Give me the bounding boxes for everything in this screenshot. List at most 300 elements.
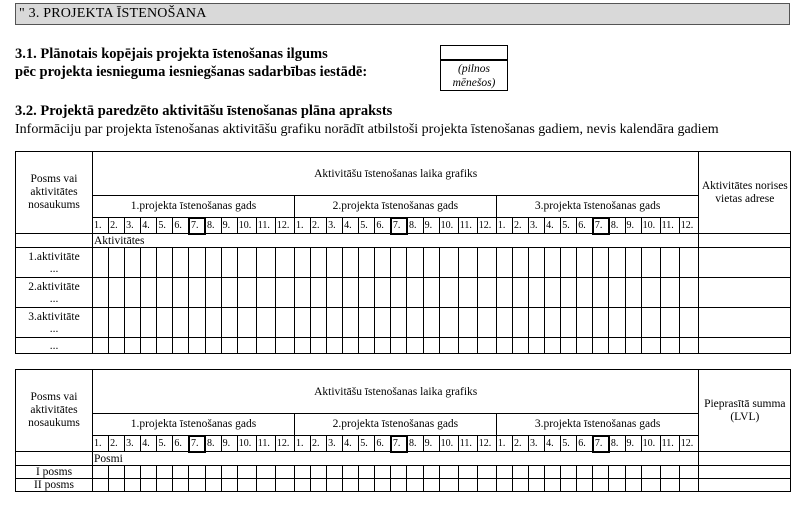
schedule-cell[interactable]	[256, 338, 275, 354]
month-header: 6.	[375, 436, 391, 452]
schedule-cell[interactable]	[359, 248, 375, 278]
schedule-cell[interactable]	[275, 466, 294, 479]
row-label-sub: ...	[49, 262, 59, 275]
month-header: 6.	[173, 218, 189, 234]
month-header: 12.	[275, 436, 294, 452]
schedule-cell[interactable]	[477, 338, 496, 354]
col-header-name: Posms vai aktivitātes nosaukums	[16, 370, 93, 452]
schedule-cell[interactable]	[359, 308, 375, 338]
schedule-cell[interactable]	[593, 278, 609, 308]
schedule-cell[interactable]	[496, 248, 512, 278]
duration-input[interactable]	[440, 45, 508, 60]
schedule-cell[interactable]	[294, 308, 310, 338]
year-header: 3.projekta īstenošanas gads	[496, 196, 698, 218]
row-label	[16, 248, 93, 278]
schedule-cell[interactable]	[256, 248, 275, 278]
schedule-cell[interactable]	[609, 466, 625, 479]
schedule-cell[interactable]	[496, 466, 512, 479]
month-header: 12.	[275, 218, 294, 234]
month-header: 1.	[496, 436, 512, 452]
schedule-cell[interactable]	[577, 479, 593, 492]
schedule-cell[interactable]	[529, 466, 545, 479]
schedule-cell[interactable]	[577, 248, 593, 278]
row-label	[16, 479, 93, 492]
schedule-cell[interactable]	[311, 466, 327, 479]
schedule-cell[interactable]	[311, 338, 327, 354]
schedule-cell[interactable]	[660, 248, 679, 278]
row-label	[16, 338, 93, 354]
schedule-cell[interactable]	[593, 338, 609, 354]
schedule-cell[interactable]	[311, 308, 327, 338]
row-label-sub: ...	[49, 292, 59, 305]
schedule-cell[interactable]	[561, 308, 577, 338]
schedule-cell[interactable]	[205, 466, 221, 479]
schedule-cell[interactable]	[157, 308, 173, 338]
schedule-cell[interactable]	[327, 278, 343, 308]
row-last-cell[interactable]	[699, 278, 791, 308]
month-header: 9.	[221, 218, 237, 234]
schedule-cell[interactable]	[641, 338, 660, 354]
row-label	[16, 466, 93, 479]
schedule-cell[interactable]	[458, 338, 477, 354]
schedule-cell[interactable]	[125, 338, 141, 354]
month-header: 5.	[157, 436, 173, 452]
schedule-cell[interactable]	[391, 479, 407, 492]
schedule-cell[interactable]	[609, 308, 625, 338]
schedule-cell[interactable]	[439, 278, 458, 308]
schedule-cell[interactable]	[609, 248, 625, 278]
schedule-cell[interactable]	[496, 308, 512, 338]
schedule-cell[interactable]	[423, 479, 439, 492]
schedule-cell[interactable]	[173, 278, 189, 308]
schedule-cell[interactable]	[375, 248, 391, 278]
schedule-cell[interactable]	[311, 278, 327, 308]
schedule-cell[interactable]	[275, 338, 294, 354]
schedule-cell[interactable]	[256, 466, 275, 479]
month-header: 9.	[423, 218, 439, 234]
schedule-cell[interactable]	[109, 338, 125, 354]
schedule-cell[interactable]	[577, 466, 593, 479]
schedule-cell[interactable]	[593, 248, 609, 278]
schedule-cell[interactable]	[173, 479, 189, 492]
schedule-cell[interactable]	[327, 466, 343, 479]
schedule-cell[interactable]	[189, 278, 205, 308]
month-header: 3.	[125, 218, 141, 234]
schedule-cell[interactable]	[407, 479, 423, 492]
schedule-cell[interactable]	[173, 466, 189, 479]
schedule-cell[interactable]	[496, 278, 512, 308]
schedule-cell[interactable]	[609, 338, 625, 354]
schedule-cell[interactable]	[545, 479, 561, 492]
month-header: 8.	[407, 218, 423, 234]
schedule-cell[interactable]	[545, 278, 561, 308]
schedule-cell[interactable]	[375, 308, 391, 338]
month-header: 9.	[221, 436, 237, 452]
schedule-cell[interactable]	[477, 248, 496, 278]
schedule-cell[interactable]	[529, 479, 545, 492]
schedule-cell[interactable]	[679, 479, 699, 492]
table-row	[16, 308, 791, 338]
schedule-cell[interactable]	[125, 308, 141, 338]
schedule-cell[interactable]	[439, 466, 458, 479]
month-header: 2.	[512, 218, 528, 234]
schedule-cell[interactable]	[93, 338, 109, 354]
schedule-cell[interactable]	[93, 278, 109, 308]
schedule-cell[interactable]	[561, 338, 577, 354]
row-label-text: I posms	[35, 466, 73, 478]
month-header: 8.	[407, 436, 423, 452]
schedule-cell[interactable]	[237, 466, 256, 479]
month-header: 1.	[294, 436, 310, 452]
duration-unit-line1: (pilnos	[458, 63, 490, 75]
schedule-cell[interactable]	[561, 278, 577, 308]
row-label-text: II posms	[34, 479, 74, 491]
schedule-cell[interactable]	[237, 278, 256, 308]
schedule-cell[interactable]	[189, 338, 205, 354]
schedule-cell[interactable]	[679, 308, 699, 338]
month-header: 2.	[109, 218, 125, 234]
schedule-cell[interactable]	[375, 479, 391, 492]
schedule-cell[interactable]	[275, 278, 294, 308]
schedule-cell[interactable]	[407, 466, 423, 479]
schedule-cell[interactable]	[294, 278, 310, 308]
schedule-cell[interactable]	[275, 479, 294, 492]
schedule-cell[interactable]	[237, 248, 256, 278]
month-header: 10.	[237, 218, 256, 234]
schedule-cell[interactable]	[375, 466, 391, 479]
month-header: 3.	[529, 436, 545, 452]
schedule-cell[interactable]	[439, 248, 458, 278]
col-header-name: Posms vai aktivitātes nosaukums	[16, 152, 93, 234]
schedule-cell[interactable]	[93, 248, 109, 278]
schedule-cell[interactable]	[275, 248, 294, 278]
schedule-cell[interactable]	[660, 278, 679, 308]
month-header: 4.	[545, 436, 561, 452]
schedule-cell[interactable]	[157, 278, 173, 308]
row-last-cell[interactable]	[699, 338, 791, 354]
schedule-cell[interactable]	[593, 466, 609, 479]
schedule-cell[interactable]	[109, 308, 125, 338]
month-header: 11.	[458, 218, 477, 234]
schedule-cell[interactable]	[93, 308, 109, 338]
schedule-cell[interactable]	[125, 278, 141, 308]
schedule-cell[interactable]	[407, 338, 423, 354]
schedule-cell[interactable]	[561, 466, 577, 479]
schedule-cell[interactable]	[256, 278, 275, 308]
schedule-cell[interactable]	[641, 278, 660, 308]
schedule-cell[interactable]	[141, 278, 157, 308]
schedule-cell[interactable]	[660, 338, 679, 354]
schedule-cell[interactable]	[375, 338, 391, 354]
schedule-cell[interactable]	[593, 479, 609, 492]
schedule-cell[interactable]	[609, 479, 625, 492]
schedule-cell[interactable]	[141, 466, 157, 479]
month-header: 5.	[359, 218, 375, 234]
schedule-cell[interactable]	[423, 278, 439, 308]
schedule-cell[interactable]	[423, 338, 439, 354]
schedule-cell[interactable]	[109, 466, 125, 479]
schedule-header: Aktivitāšu īstenošanas laika grafiks	[93, 370, 699, 414]
schedule-cell[interactable]	[545, 466, 561, 479]
schedule-cell[interactable]	[173, 248, 189, 278]
schedule-cell[interactable]	[221, 308, 237, 338]
schedule-cell[interactable]	[294, 479, 310, 492]
row-last-cell[interactable]	[699, 466, 791, 479]
schedule-cell[interactable]	[327, 479, 343, 492]
month-header: 7.	[189, 436, 205, 452]
section-label: Aktivitātes	[93, 234, 699, 248]
schedule-cell[interactable]	[407, 278, 423, 308]
schedule-cell[interactable]	[256, 308, 275, 338]
section-label-last	[699, 452, 791, 466]
schedule-cell[interactable]	[641, 479, 660, 492]
schedule-cell[interactable]	[294, 248, 310, 278]
schedule-cell[interactable]	[311, 479, 327, 492]
schedule-cell[interactable]	[173, 308, 189, 338]
schedule-cell[interactable]	[625, 308, 641, 338]
schedule-cell[interactable]	[237, 308, 256, 338]
year-header: 1.projekta īstenošanas gads	[93, 196, 295, 218]
schedule-cell[interactable]	[439, 479, 458, 492]
schedule-cell[interactable]	[477, 278, 496, 308]
schedule-cell[interactable]	[237, 479, 256, 492]
schedule-cell[interactable]	[679, 466, 699, 479]
month-header: 2.	[311, 218, 327, 234]
schedule-cell[interactable]	[458, 479, 477, 492]
year-header: 1.projekta īstenošanas gads	[93, 414, 295, 436]
schedule-cell[interactable]	[545, 338, 561, 354]
schedule-cell[interactable]	[439, 338, 458, 354]
schedule-cell[interactable]	[109, 278, 125, 308]
row-last-cell[interactable]	[699, 308, 791, 338]
schedule-cell[interactable]	[157, 466, 173, 479]
schedule-cell[interactable]	[157, 248, 173, 278]
schedule-cell[interactable]	[109, 479, 125, 492]
schedule-cell[interactable]	[125, 479, 141, 492]
schedule-cell[interactable]	[625, 248, 641, 278]
month-header: 10.	[439, 218, 458, 234]
schedule-cell[interactable]	[343, 479, 359, 492]
schedule-cell[interactable]	[157, 479, 173, 492]
schedule-cell[interactable]	[109, 248, 125, 278]
schedule-cell[interactable]	[423, 248, 439, 278]
schedule-cell[interactable]	[660, 466, 679, 479]
schedule-cell[interactable]	[423, 308, 439, 338]
month-header: 9.	[423, 436, 439, 452]
schedule-cell[interactable]	[512, 479, 528, 492]
row-label	[16, 278, 93, 308]
schedule-cell[interactable]	[512, 248, 528, 278]
duration-unit-line2: mēnešos)	[452, 77, 496, 89]
schedule-cell[interactable]	[205, 479, 221, 492]
schedule-cell[interactable]	[512, 466, 528, 479]
schedule-cell[interactable]	[407, 248, 423, 278]
schedule-cell[interactable]	[391, 338, 407, 354]
month-header: 7.	[593, 436, 609, 452]
schedule-cell[interactable]	[205, 338, 221, 354]
schedule-cell[interactable]	[311, 248, 327, 278]
month-header: 9.	[625, 218, 641, 234]
section-label-spacer	[16, 234, 93, 248]
duration-unit-box	[440, 60, 508, 91]
month-header: 1.	[496, 218, 512, 234]
schedule-cell[interactable]	[256, 479, 275, 492]
schedule-cell[interactable]	[359, 466, 375, 479]
schedule-cell[interactable]	[423, 466, 439, 479]
schedule-cell[interactable]	[141, 248, 157, 278]
schedule-cell[interactable]	[593, 308, 609, 338]
table-row	[16, 479, 791, 492]
schedule-cell[interactable]	[359, 338, 375, 354]
schedule-cell[interactable]	[477, 479, 496, 492]
schedule-cell[interactable]	[679, 338, 699, 354]
schedule-cell[interactable]	[641, 248, 660, 278]
schedule-cell[interactable]	[609, 278, 625, 308]
plan-section-description: Informāciju par projekta īstenošanas aktivitāšu grafiku norādīt atbilstoši projekta īstenošanas gadiem, nevis kalendāra gadiem	[15, 122, 719, 137]
month-header: 1.	[93, 218, 109, 234]
month-header: 7.	[391, 436, 407, 452]
schedule-cell[interactable]	[343, 278, 359, 308]
schedule-cell[interactable]	[529, 308, 545, 338]
schedule-cell[interactable]	[205, 308, 221, 338]
schedule-cell[interactable]	[529, 278, 545, 308]
schedule-cell[interactable]	[391, 308, 407, 338]
schedule-cell[interactable]	[189, 479, 205, 492]
month-header: 8.	[609, 436, 625, 452]
year-header: 2.projekta īstenošanas gads	[294, 414, 496, 436]
month-header: 8.	[205, 218, 221, 234]
schedule-cell[interactable]	[221, 466, 237, 479]
schedule-cell[interactable]	[561, 479, 577, 492]
schedule-cell[interactable]	[189, 248, 205, 278]
schedule-cell[interactable]	[577, 308, 593, 338]
schedule-cell[interactable]	[275, 308, 294, 338]
schedule-cell[interactable]	[173, 338, 189, 354]
schedule-cell[interactable]	[391, 248, 407, 278]
schedule-cell[interactable]	[512, 308, 528, 338]
schedule-cell[interactable]	[458, 466, 477, 479]
schedule-cell[interactable]	[458, 278, 477, 308]
month-header: 10.	[439, 436, 458, 452]
month-header: 11.	[660, 218, 679, 234]
schedule-cell[interactable]	[205, 278, 221, 308]
schedule-cell[interactable]	[327, 308, 343, 338]
year-header: 3.projekta īstenošanas gads	[496, 414, 698, 436]
schedule-cell[interactable]	[343, 466, 359, 479]
schedule-cell[interactable]	[529, 248, 545, 278]
schedule-cell[interactable]	[327, 248, 343, 278]
schedule-cell[interactable]	[660, 479, 679, 492]
schedule-cell[interactable]	[577, 278, 593, 308]
schedule-cell[interactable]	[343, 338, 359, 354]
schedule-cell[interactable]	[561, 248, 577, 278]
month-header: 8.	[609, 218, 625, 234]
schedule-cell[interactable]	[496, 479, 512, 492]
schedule-cell[interactable]	[407, 308, 423, 338]
schedule-cell[interactable]	[545, 248, 561, 278]
schedule-cell[interactable]	[189, 466, 205, 479]
section-label-spacer	[16, 452, 93, 466]
schedule-cell[interactable]	[641, 466, 660, 479]
schedule-cell[interactable]	[375, 278, 391, 308]
month-header: 11.	[660, 436, 679, 452]
schedule-cell[interactable]	[477, 466, 496, 479]
schedule-cell[interactable]	[343, 308, 359, 338]
schedule-cell[interactable]	[625, 278, 641, 308]
schedule-cell[interactable]	[294, 466, 310, 479]
schedule-cell[interactable]	[660, 308, 679, 338]
schedule-cell[interactable]	[641, 308, 660, 338]
schedule-cell[interactable]	[458, 248, 477, 278]
schedule-cell[interactable]	[343, 248, 359, 278]
month-header: 5.	[359, 436, 375, 452]
schedule-cell[interactable]	[141, 338, 157, 354]
schedule-cell[interactable]	[458, 308, 477, 338]
schedule-cell[interactable]	[327, 338, 343, 354]
schedule-cell[interactable]	[125, 248, 141, 278]
schedule-cell[interactable]	[141, 479, 157, 492]
schedule-cell[interactable]	[496, 338, 512, 354]
year-header: 2.projekta īstenošanas gads	[294, 196, 496, 218]
schedule-cell[interactable]	[237, 338, 256, 354]
schedule-cell[interactable]	[141, 308, 157, 338]
schedule-cell[interactable]	[625, 479, 641, 492]
schedule-cell[interactable]	[625, 338, 641, 354]
schedule-cell[interactable]	[679, 248, 699, 278]
schedule-cell[interactable]	[157, 338, 173, 354]
month-header: 10.	[641, 218, 660, 234]
schedule-cell[interactable]	[93, 479, 109, 492]
month-header: 9.	[625, 436, 641, 452]
section-label-last	[699, 234, 791, 248]
schedule-cell[interactable]	[221, 248, 237, 278]
month-header: 11.	[458, 436, 477, 452]
table-row	[16, 338, 791, 354]
schedule-cell[interactable]	[221, 338, 237, 354]
schedule-cell[interactable]	[391, 466, 407, 479]
duration-question-line1: 3.1. Plānotais kopējais projekta īstenošanas ilgums	[15, 46, 328, 62]
schedule-cell[interactable]	[545, 308, 561, 338]
month-header: 12.	[679, 436, 699, 452]
schedule-cell[interactable]	[477, 308, 496, 338]
row-label-text: ...	[49, 339, 59, 352]
month-header: 6.	[173, 436, 189, 452]
schedule-cell[interactable]	[221, 479, 237, 492]
schedule-cell[interactable]	[221, 278, 237, 308]
month-header: 3.	[125, 436, 141, 452]
schedule-cell[interactable]	[359, 278, 375, 308]
schedule-cell[interactable]	[512, 338, 528, 354]
row-last-cell[interactable]	[699, 479, 791, 492]
schedule-cell[interactable]	[93, 466, 109, 479]
schedule-cell[interactable]	[189, 308, 205, 338]
schedule-cell[interactable]	[512, 278, 528, 308]
schedule-cell[interactable]	[679, 278, 699, 308]
schedule-cell[interactable]	[359, 479, 375, 492]
schedule-cell[interactable]	[529, 338, 545, 354]
month-header: 1.	[294, 218, 310, 234]
schedule-cell[interactable]	[205, 248, 221, 278]
schedule-cell[interactable]	[391, 278, 407, 308]
schedule-cell[interactable]	[439, 308, 458, 338]
schedule-cell[interactable]	[294, 338, 310, 354]
section-label: Posmi	[93, 452, 699, 466]
row-last-cell[interactable]	[699, 248, 791, 278]
schedule-cell[interactable]	[125, 466, 141, 479]
schedule-cell[interactable]	[625, 466, 641, 479]
plan-section-title: 3.2. Projektā paredzēto aktivitāšu īstenošanas plāna apraksts	[15, 103, 393, 119]
schedule-cell[interactable]	[577, 338, 593, 354]
